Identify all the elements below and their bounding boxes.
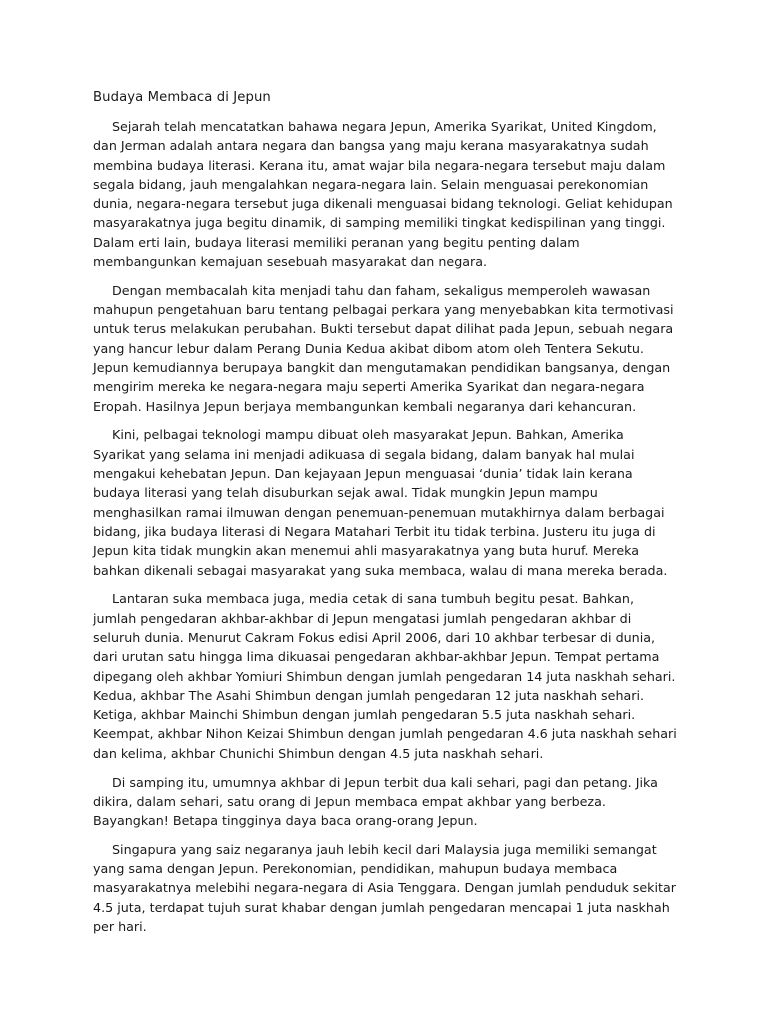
paragraph-4: Lantaran suka membaca juga, media cetak di sana tumbuh begitu pesat. Bahkan, jumlah pengedaran akhbar-akhbar di Jepun mengatasi jumlah pengedaran akhbar di seluruh dunia. Menurut Cakram Fokus edisi April 2006, dari 10 akhbar terbesar di dunia, dari urutan satu hingga lima dikuasai pengedaran akhbar-akhbar Jepun. Tempat pertama dipegang oleh akhbar Yomiuri Shimbun dengan jumlah pengedaran 14 juta naskhah sehari. Kedua, akhbar The Asahi Shimbun dengan jumlah pengedaran 12 juta naskhah sehari. Ketiga, akhbar Mainchi Shimbun dengan jumlah pengedaran 5.5 juta naskhah sehari. Keempat, akhbar Nihon Keizai Shimbun dengan jumlah pengedaran 4.6 juta naskhah sehari dan kelima, akhbar Chunichi Shimbun dengan 4.5 juta naskhah sehari. [93,591,677,761]
paragraph-6: Singapura yang saiz negaranya jauh lebih kecil dari Malaysia juga memiliki semangat yang sama dengan Jepun. Perekonomian, pendidikan, mahupun budaya membaca masyarakatnya melebihi negara-negara di Asia Tenggara. Dengan jumlah penduduk sekitar 4.5 juta, terdapat tujuh surat khabar dengan jumlah pengedaran mencapai 1 juta naskhah per hari. [93,841,677,935]
document-title: Budaya Membaca di Jepun [93,90,271,105]
paragraph-5: Di samping itu, umumnya akhbar di Jepun terbit dua kali sehari, pagi dan petang. Jika dikira, dalam sehari, satu orang di Jepun membaca empat akhbar yang berbeza. Bayangkan! Betapa tingginya daya baca orang-orang Jepun. [93,774,658,829]
paragraph-2: Dengan membacalah kita menjadi tahu dan faham, sekaligus memperoleh wawasan mahupun pengetahuan baru tentang pelbagai perkara yang menyebabkan kita termotivasi untuk terus melakukan perubahan. Bukti tersebut dapat dilihat pada Jepun, sebuah negara yang hancur lebur dalam Perang Dunia Kedua akibat dibom atom oleh Tentera Sekutu. Jepun kemudiannya berupaya bangkit dan mengutamakan pendidikan bangsanya, dengan mengirim mereka ke negara-negara maju seperti Amerika Syarikat dan negara-negara Eropah. Hasilnya Jepun berjaya membangunkan kembali negaranya dari kehancuran. [93,282,674,414]
paragraph-1: Sejarah telah mencatatkan bahawa negara Jepun, Amerika Syarikat, United Kingdom, dan Jerman adalah antara negara dan bangsa yang maju kerana masyarakatnya sudah membina budaya literasi. Kerana itu, amat wajar bila negara-negara tersebut maju dalam segala bidang, jauh mengalahkan negara-negara lain. Selain menguasai perekonomian dunia, negara-negara tersebut juga dikenali menguasai bidang teknologi. Geliat kehidupan masyarakatnya juga begitu dinamik, di samping memiliki tingkat kedispilinan yang tinggi. Dalam erti lain, budaya literasi memiliki peranan yang begitu penting dalam membangunkan kemajuan sesebuah masyarakat dan negara. [93,119,673,270]
paragraph-3: Kini, pelbagai teknologi mampu dibuat oleh masyarakat Jepun. Bahkan, Amerika Syarikat yang selama ini menjadi adikuasa di segala bidang, dalam banyak hal mulai mengakui kehebatan Jepun. Dan kejayaan Jepun menguasai ‘dunia’ tidak lain kerana budaya literasi yang telah disuburkan sejak awal. Tidak mungkin Jepun mampu menghasilkan ramai ilmuwan dengan penemuan-penemuan mutakhirnya dalam berbagai bidang, jika budaya literasi di Negara Matahari Terbit itu tidak terbina. Justeru itu juga di Jepun kita tidak mungkin akan menemui ahli masyarakatnya yang buta huruf. Mereka bahkan dikenali sebagai masyarakat yang suka membaca, walau di mana mereka berada. [93,427,668,578]
document-page [93,88,677,946]
